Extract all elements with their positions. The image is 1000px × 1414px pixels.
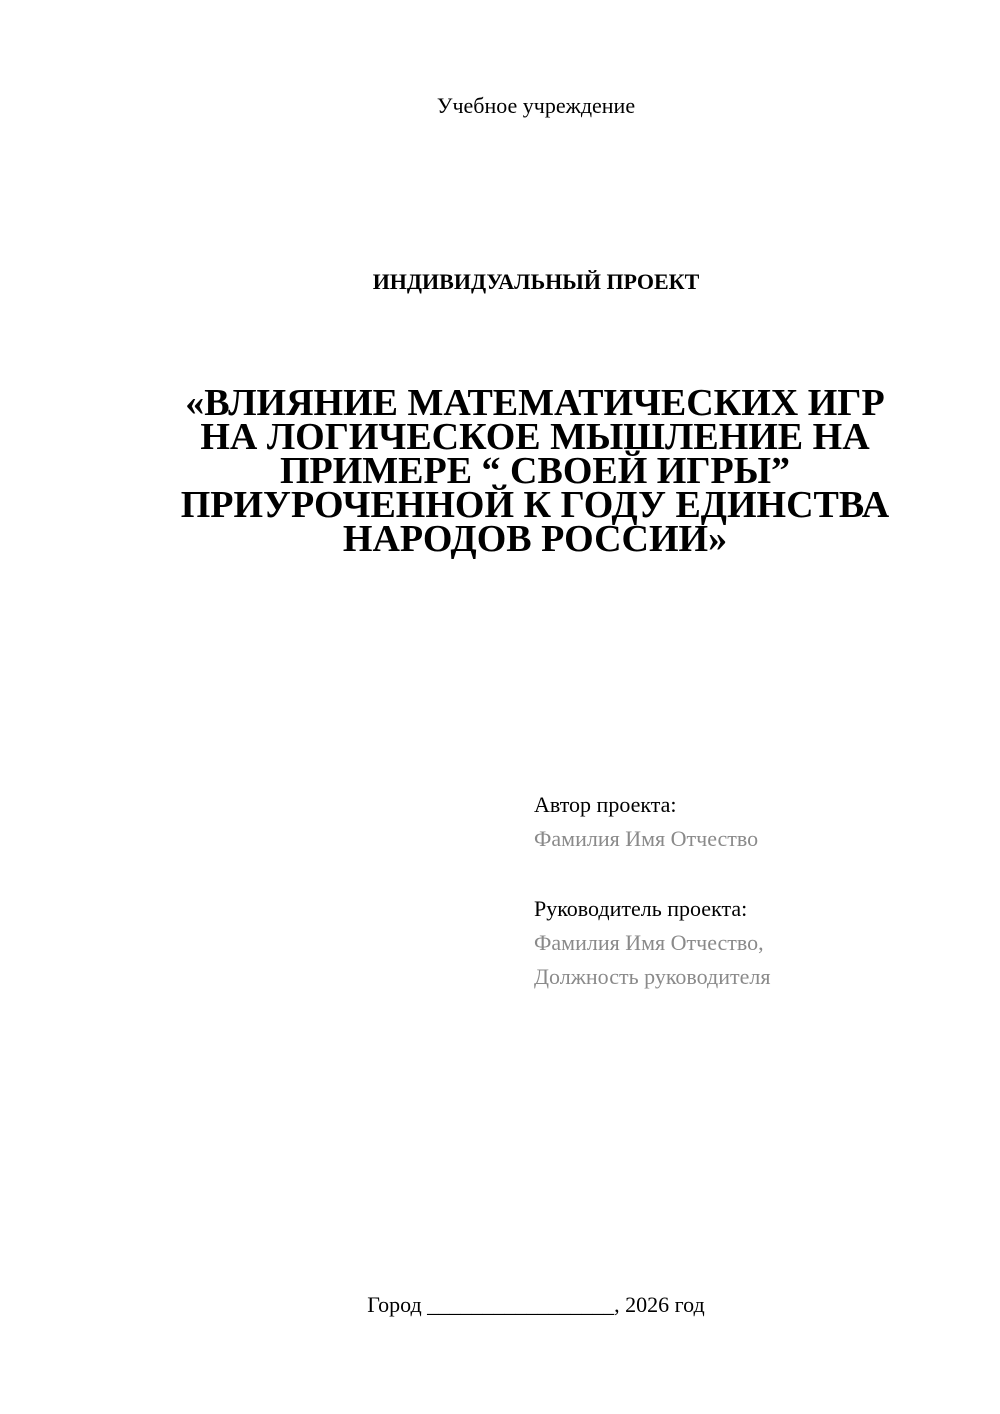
title-line: «ВЛИЯНИЕ МАТЕМАТИЧЕСКИХ ИГР [185,382,885,424]
city-year-line: Город _________________, 2026 год [367,1292,705,1317]
author-label: Автор проекта: [534,792,677,817]
project-type-heading: ИНДИВИДУАЛЬНЫЙ ПРОЕКТ [372,269,700,294]
supervisor-name-placeholder: Фамилия Имя Отчество, [534,930,764,955]
info-spacer [534,856,974,892]
supervisor-position-placeholder: Должность руководителя [534,964,771,989]
title-line: ПРИМЕРЕ “ СВОЕЙ ИГРЫ” [279,450,791,492]
title-line: ПРИУРОЧЕННОЙ К ГОДУ ЕДИНСТВА [180,484,890,526]
title-line: НА ЛОГИЧЕСКОЕ МЫШЛЕНИЕ НА [200,416,870,458]
institution-name: Учебное учреждение [436,93,636,118]
author-name-placeholder: Фамилия Имя Отчество [534,826,759,851]
project-info [534,788,974,994]
title-line: НАРОДОВ РОССИИ» [342,518,728,560]
project-title [150,382,920,560]
supervisor-label: Руководитель проекта: [534,896,748,921]
